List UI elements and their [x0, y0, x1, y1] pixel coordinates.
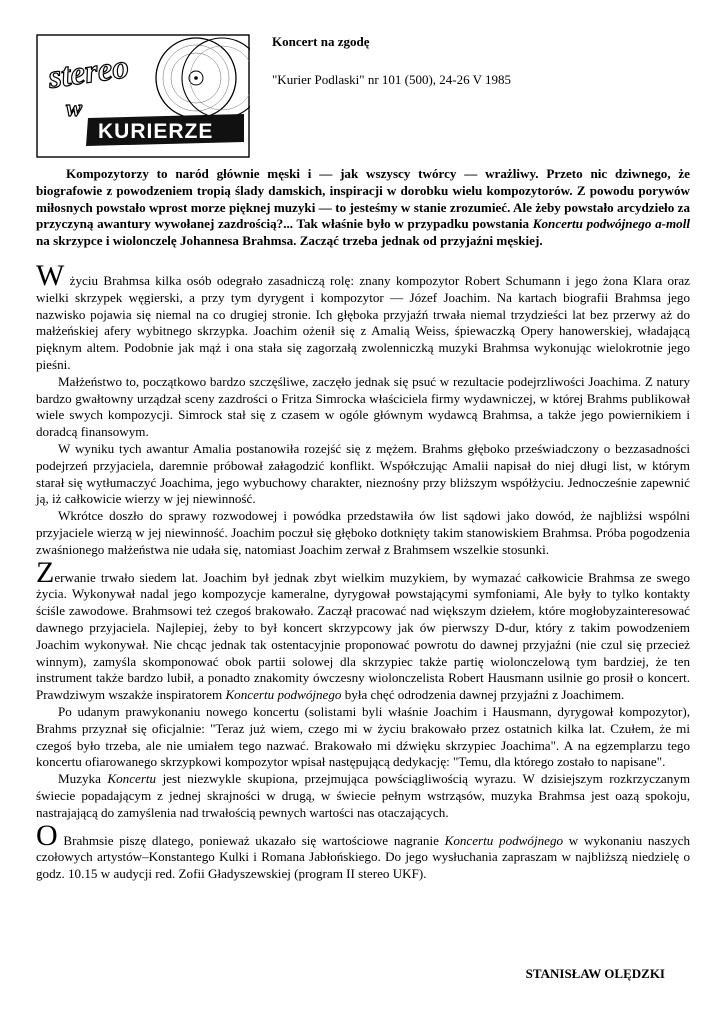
svg-text:KURIERZE: KURIERZE	[98, 120, 214, 143]
lead-concerto-title: Koncertu podwójnego a-moll	[532, 216, 690, 232]
drop-cap-o: O	[36, 818, 58, 852]
drop-cap-z: Z	[36, 555, 55, 589]
body-paragraph-5: Zerwanie trwało siedem lat. Joachim był jednak zbyt wielkim muzykiem, by wymazać całkowicie Brahmsa ze swego życia. Wykonywał nadal jego kompozycje kameralne, dyrygował powstającymi symfoniami, Ale były to tylko kontakty ściśle zawodowe. Brahmsowi też czegoś brakowało. Zaczął pracować nad większym dziełem, które mogłobyzainteresować dawnego przyjaciela. Najlepiej, żeby to był koncert skrzypcowy jak ów pierwszy D-dur, który z takim powodzeniem Joachim wykonywał. Nie chcąc jednak tak ostentacyjnie proponować powrotu do dawnej przyjaźni (nie czul się przecież winnym), zamyśla skomponować obok partii solowej dla skrzypiec także partię wiolonczelową tym bardziej, że ten instrument także bardzo lubił, a ponadto znakomity ówczesny wiolonczelista Robert Hausmann usilnie go prosił o koncert. Prawdziwym wszakże inspiratorem Koncertu podwójnego była chęć odrodzenia dawnej przyjaźni z Joachimem.	[36, 555, 690, 703]
drop-cap-w: W	[36, 259, 65, 292]
body-paragraph-2: Małżeństwo to, początkowo bardzo szczęśliwe, zaczęło jednak się psuć w rezultacie podejrzliwości Joachima. Z natury bardzo gwałtowny urządzał sceny zazdrości o Fritza Simrocka właściciela firmy wydawniczej, w której Brahms publikował wiele swych kompozycji. Simrock stał się z czasem w ogóle głównym wydawcą Brahmsa, a także jego powiernikiem i doradcą finansowym.	[36, 373, 690, 440]
body-paragraph-3: W wyniku tych awantur Amalia postanowiła rozejść się z mężem. Brahms głęboko przeświadczony o bezzasadności podejrzeń przyjaciela, daremnie próbował załagodzić konflikt. Współczując Amalii napisał do niej długi list, w którym starał się wytłumaczyć Joachima, jego wybuchowy charakter, nieznośny przy bliższym współżyciu. Jednocześnie zapewnić ją, iż całkowicie wierzy w jej niewinność.	[36, 440, 690, 507]
body-paragraph-6: Po udanym prawykonaniu nowego koncertu (solistami byli właśnie Joachim i Hausmann, dyrygował kompozytor), Brahms przyznał się oficjalnie: "Teraz już wiem, czego mi w życiu brakowało przez ostatnich kilka lat. Czułem, że mi czegoś było trzeba, ale nie umiałem tego nazwać. Brakowało mi dźwięku skrzypiec Joachima". A na egzemplarzu tego koncertu ofiarowanego skrzypkowi kompozytor wpisał następującą dedykację: "Temu, dla którego zostało to napisane".	[36, 703, 690, 770]
stereo-w-kurierze-logo	[36, 34, 250, 158]
article-body	[36, 259, 690, 883]
body-paragraph-4: Wkrótce doszło do sprawy rozwodowej i powódka przedstawiła ów list sądowi jako dowód, że najbliżsi wspólni przyjaciele wierzą w jej niewinność. Joachim poczuł się głęboko dotknięty takim stanowiskiem Brahmsa. Próba pogodzenia zwaśnionego małżeństwa nie udała się, natomiast Joachim zerwał z Brahmsem wszelkie stosunki.	[36, 508, 690, 557]
body-paragraph-1: W życiu Brahmsa kilka osób odegrało zasadniczą rolę: znany kompozytor Robert Schumann i jego żona Klara oraz wielki skrzypek węgierski, a przy tym dyrygent i kompozytor — Józef Joachim. Na kartach biografii Brahmsa jego nazwisko pojawia się niemal na co drugiej stronie. Ich głęboka przyjaźń trwała niemal trzydzieści lat bez przerwy aż do małżeńskiej afery wybitnego skrzypka. Joachim ożenił się z Amalią Weiss, śpiewaczką Opery hanowerskiej, władającą pięknym altem. Podobnie jak mąż i ona stała się zagorzałą zwolenniczką muzyki Brahmsa wykonując wielokrotnie jego pieśni.	[36, 259, 690, 372]
author-signature: STANISŁAW OLĘDZKI	[525, 966, 665, 981]
body-paragraph-8: O Brahmsie piszę dlatego, ponieważ ukazało się wartościowe nagranie Koncertu podwójnego w wykonaniu naszych czołowych artystów–Konstantego Kulki i Romana Jabłońskiego. Do jego wysłuchania zapraszam w najbliższą niedzielę o godz. 10.15 w audycji red. Zofii Gładyszewskiej (program II stereo UKF).	[36, 818, 690, 882]
article-title: Koncert na zgodę	[272, 34, 370, 49]
logo-stereo-text: stereo	[46, 49, 131, 96]
record-discs-icon	[156, 38, 250, 118]
publication-source: "Kurier Podlaski" nr 101 (500), 24-26 V 1985	[272, 72, 512, 87]
body-paragraph-7: Muzyka Koncertu jest niezwykle skupiona, przejmująca powściągliwością wyrazu. W dzisiejszym rozkrzyczanym świecie popadającym z jednej skrajności w drugą, w świecie pełnym wstrząsów, muzyka Brahmsa jest oazą spokoju, nastrajającą do zamyślenia nad trwałością pewnych wartości nas otaczających.	[36, 771, 690, 820]
logo-w-text: w	[66, 96, 83, 122]
lead-paragraph: Kompozytorzy to naród głównie męski i — jak wszyscy twórcy — wrażliwy. Przeto nic dziwnego, że biografowie z powodzeniem tropią ślady damskich, inspiracji w dorobku wielu kompozytorów. Z powodu porywów miłosnych powstało wprost morze pięknej muzyki — to jesteśmy w stanie zrozumieć. Ale żeby powstało arcydzieło za przyczyną awantury wywołanej zazdrością?... Tak właśnie było w przypadku powstania Koncertu podwójnego a-moll na skrzypce i wiolonczelę Johannesa Brahmsa. Zacząć trzeba jednak od przyjaźni męskiej.	[36, 166, 690, 249]
logo-kurierze-banner	[86, 114, 244, 146]
